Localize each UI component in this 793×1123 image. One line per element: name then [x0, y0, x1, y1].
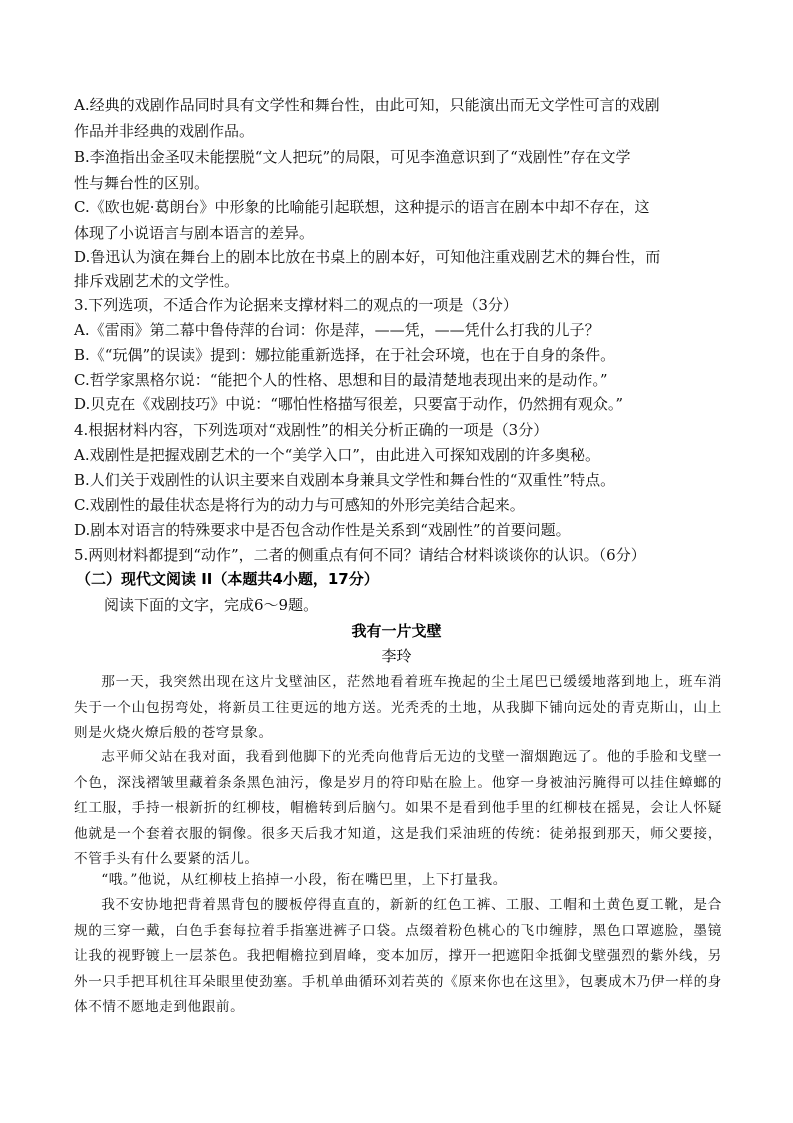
q2-option-a-line-1: A.经典的戏剧作品同时具有文学性和舞台性，由此可知，只能演出而无文学性可言的戏剧 — [74, 96, 660, 114]
q5-stem: 5.两则材料都提到“动作”，二者的侧重点有何不同？请结合材料谈谈你的认识。（6分） — [74, 546, 646, 564]
q3-stem: 3.下列选项，不适合作为论据来支撑材料二的观点的一项是（3分） — [74, 296, 518, 314]
q4-stem: 4.根据材料内容，下列选项对“戏剧性”的相关分析正确的一项是（3分） — [74, 421, 549, 439]
q3-option-a: A.《雷雨》第二幕中鲁侍萍的台词：你是萍，——凭，——凭什么打我的儿子？ — [74, 321, 600, 339]
q2-option-a-line-2: 作品并非经典的戏剧作品。 — [74, 122, 255, 140]
story-paragraph-3: “哦。”他说，从红柳枝上掐掉一小段，衔在嘴巴里，上下打量我。 — [101, 872, 507, 888]
q2-option-c-line-2: 体现了小说语言与剧本语言的差异。 — [74, 224, 315, 242]
q4-option-a: A.戏剧性是把握戏剧艺术的一个“美学入口”，由此进入可探知戏剧的许多奥秘。 — [74, 446, 600, 464]
story-paragraph-4: 我不安协地把背着黑背包的腰板停得直直的，新新的红色工裤、工服、工帽和土黄色夏工靴，是合规的三穿一戴，白色手套每拉着手指塞进裤子口袋。点缀着粉色桃心的飞巾缠脖，黑色口罩遮脸，墨镜让我的视野镀上一层茶色。我把帽檐拉到眉峰，变本加厉，撑开一把遮阳伞抵御戈壁强烈的紫外线，另外一只手把耳机往耳朵眼里使劲塞。手机单曲循环刘若英的《原来你也在这里》，包裹成木乃伊一样的身体不情不愿地走到他跟前。 — [74, 897, 722, 1015]
story-title: 我有一片戈壁 — [351, 622, 442, 640]
q2-option-b-line-1: B.李渔指出金圣叹未能摆脱“文人把玩”的局限，可见李渔意识到了“戏剧性”存在文学 — [74, 148, 631, 166]
q2-option-c-line-1: C.《欧也妮·葛朗台》中形象的比喻能引起联想，这种提示的语言在剧本中却不存在，这 — [74, 198, 650, 216]
q2-option-b-line-2: 性与舞台性的区别。 — [74, 174, 210, 192]
reading-instruction: 阅读下面的文字，完成6～9题。 — [104, 596, 319, 614]
story-author: 李玲 — [381, 647, 412, 665]
section-heading: （二）现代文阅读 II（本题共4小题，17分） — [76, 570, 379, 588]
q3-option-d: D.贝克在《戏剧技巧》中说：“哪怕性格描写很差，只要富于动作，仍然拥有观众。” — [74, 395, 624, 413]
q2-option-d-line-2: 排斥戏剧艺术的文学性。 — [74, 272, 240, 290]
q3-option-c: C.哲学家黑格尔说：“能把个人的性格、思想和目的最清楚地表现出来的是动作。” — [74, 371, 608, 389]
q2-option-d-line-1: D.鲁迅认为演在舞台上的剧本比放在书桌上的剧本好，可知他注重戏剧艺术的舞台性，而 — [74, 248, 661, 266]
q4-option-d: D.剧本对语言的特殊要求中是否包含动作性是关系到“戏剧性”的首要问题。 — [74, 521, 571, 539]
q3-option-b: B.《“玩偶”的误读》提到：娜拉能重新选择，在于社会环境，也在于自身的条件。 — [74, 346, 616, 364]
q4-option-b: B.人们关于戏剧性的认识主要来自戏剧本身兼具文学性和舞台性的“双重性”特点。 — [74, 471, 616, 489]
story-paragraph-1: 那一天，我突然出现在这片戈壁油区，茫然地看着班车挽起的尘土尾巴已缓缓地落到地上，班车消失于一个山包拐弯处，将新员工往更远的地方送。光秃秃的土地，从我脚下铺向远处的青克斯山，山上则是火烧火燎后般的苍穹景象。 — [74, 674, 722, 741]
story-paragraph-2: 志平师父站在我对面，我看到他脚下的光秃向他背后无边的戈壁一溜烟跑远了。他的手脸和戈壁一个色，深浅褶皱里藏着条条黑色油污，像是岁月的符印贴在脸上。他穿一身被油污腌得可以挂住蟑螂的红工服，手持一根新折的红柳枝，帽檐转到后脑勺。如果不是看到他手里的红柳枝在摇晃，会让人怀疑他就是一个套着衣服的铜像。很多天后我才知道，这是我们采油班的传统：徒弟报到那天，师父要接，不管手头有什么要紧的活儿。 — [74, 749, 722, 867]
q4-option-c: C.戏剧性的最佳状态是将行为的动力与可感知的外形完美结合起来。 — [74, 496, 525, 514]
